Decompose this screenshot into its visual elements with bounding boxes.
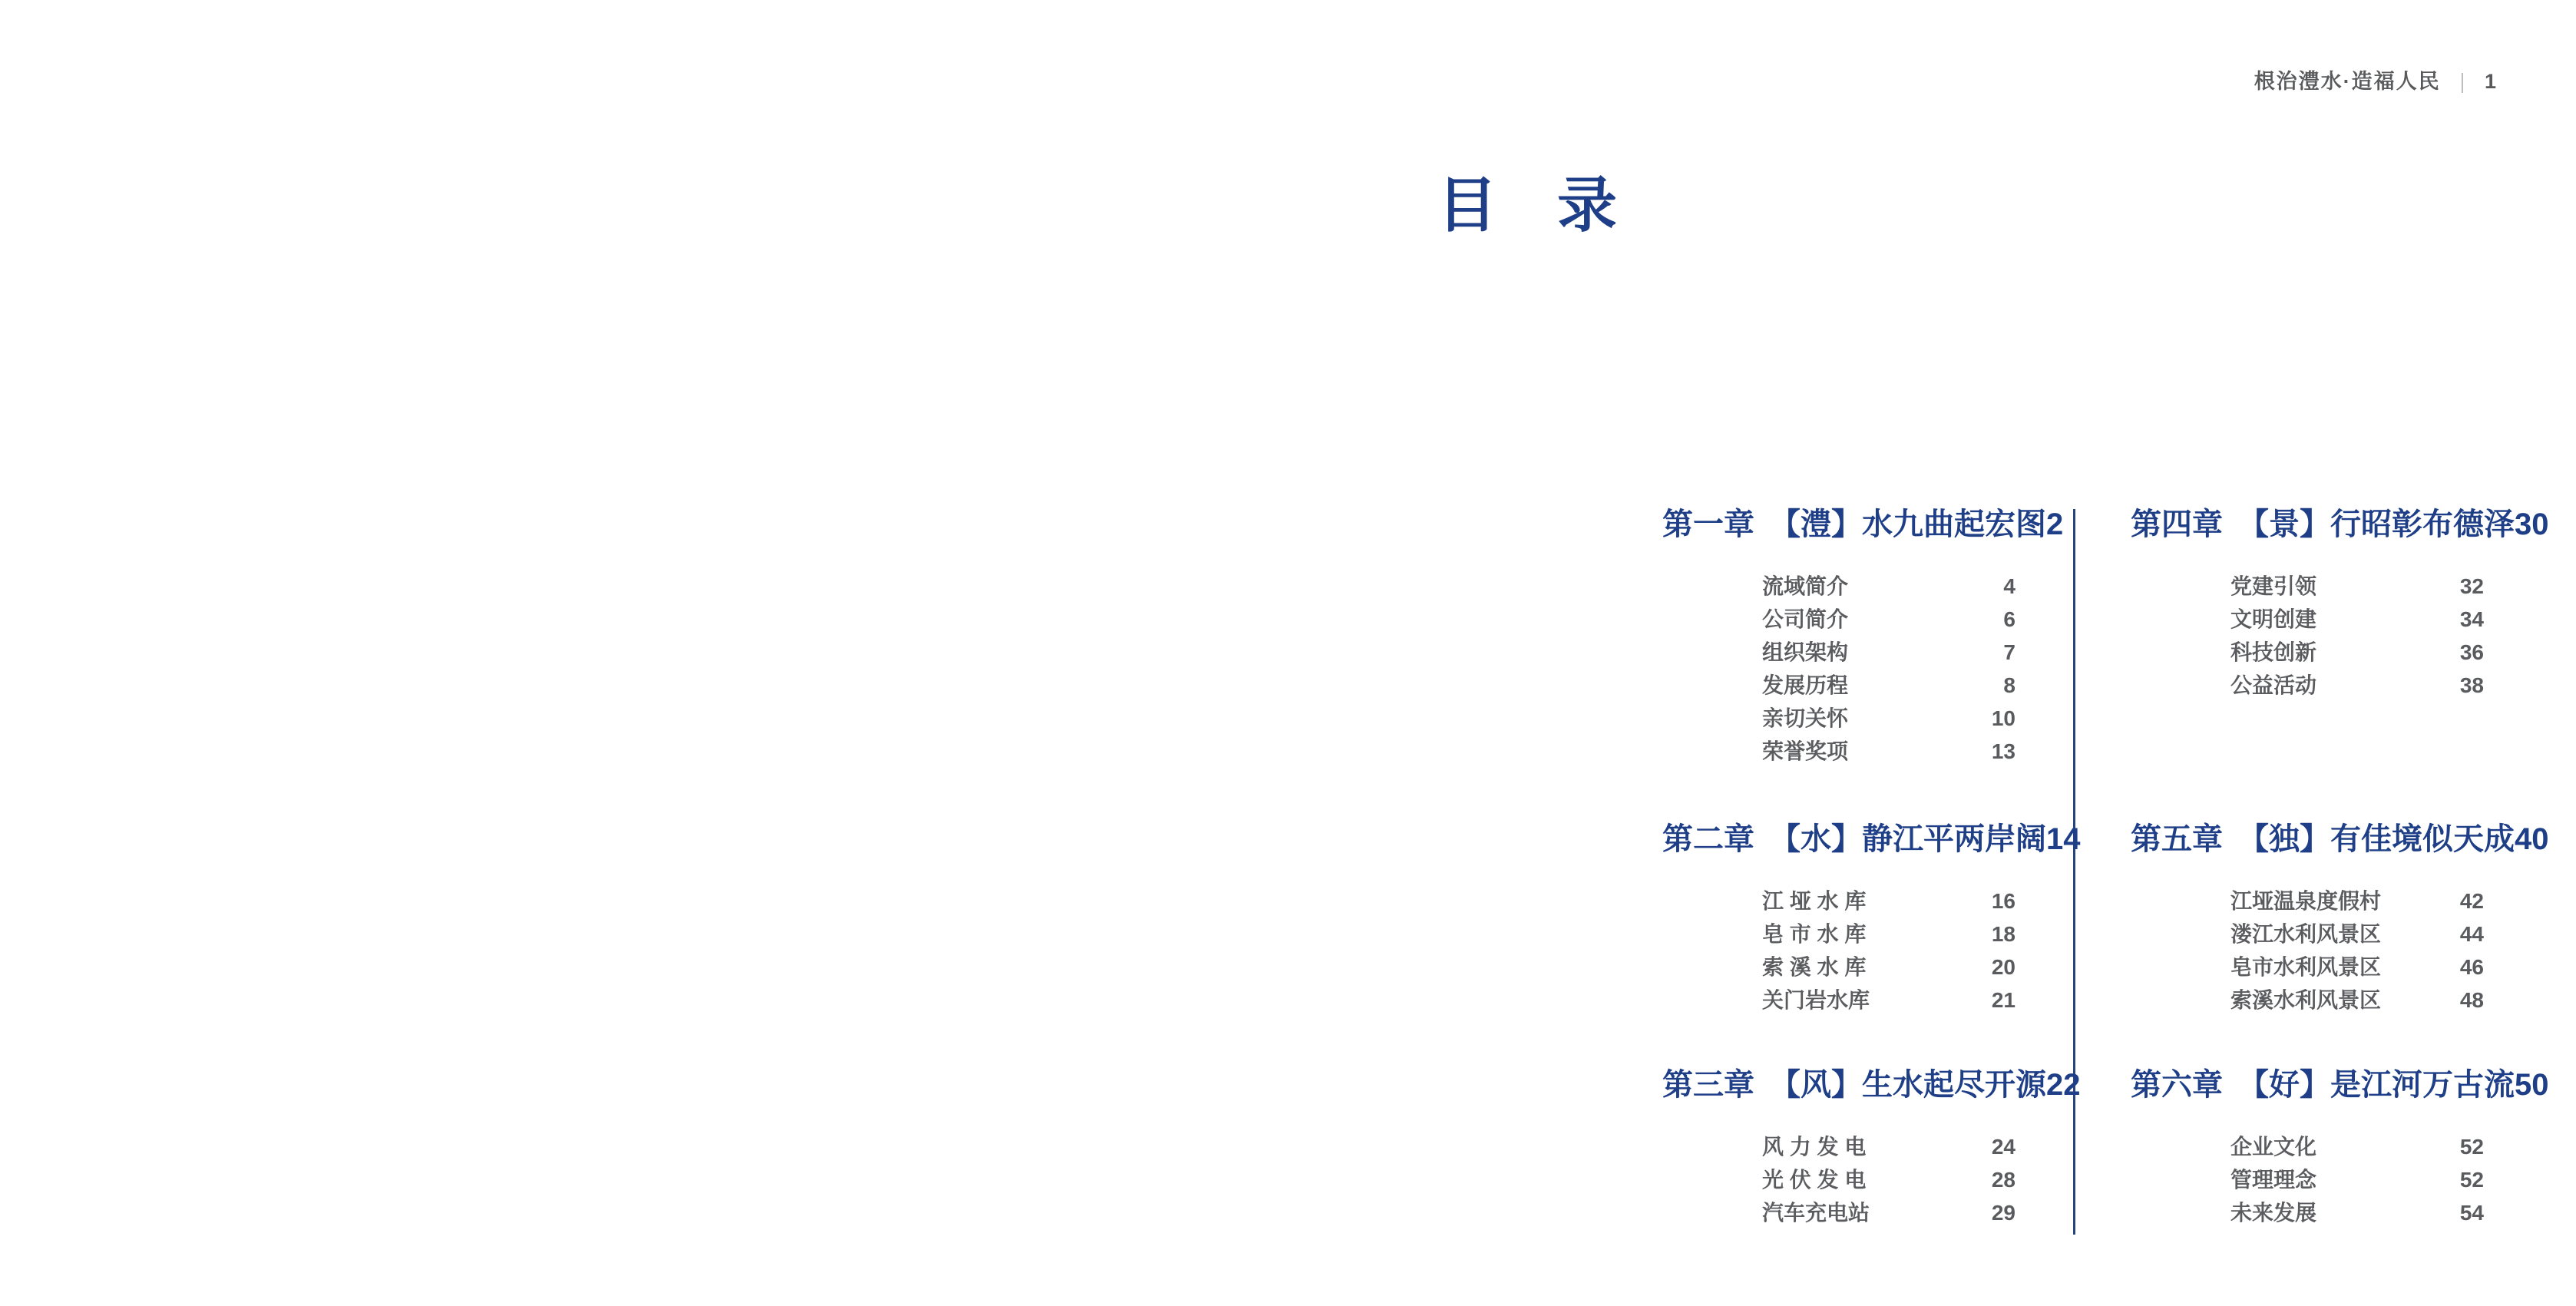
toc-item-page: 32 — [2459, 574, 2484, 598]
toc-item-page: 38 — [2459, 673, 2484, 697]
toc-item[interactable] — [2230, 1163, 2484, 1196]
chapter-page-number: 50 — [2515, 1068, 2549, 1102]
toc-item-page: 34 — [2459, 607, 2484, 631]
toc-item[interactable] — [2230, 636, 2484, 669]
toc-item[interactable] — [2230, 1130, 2484, 1163]
toc-item[interactable] — [1762, 702, 2015, 735]
toc-item-page: 20 — [1991, 955, 2015, 979]
chapter-page-number: 2 — [2046, 508, 2064, 541]
toc-item[interactable] — [1762, 570, 2015, 603]
toc-item-label: 关门岩水库 — [1762, 988, 1870, 1012]
chapter-item-list — [2131, 884, 2484, 1017]
toc-chapter-3 — [1662, 1067, 2081, 1229]
toc-item-page: 46 — [2459, 955, 2484, 979]
toc-item-page: 8 — [2003, 673, 2015, 697]
chapter-heading[interactable] — [1662, 822, 2081, 857]
toc-item[interactable] — [2230, 918, 2484, 951]
toc-item-label: 组织架构 — [1762, 640, 1849, 664]
toc-item[interactable] — [1762, 669, 2015, 702]
chapter-heading[interactable] — [1662, 507, 2064, 542]
toc-item-page: 24 — [1991, 1135, 2015, 1159]
chapter-item-list — [2131, 570, 2484, 702]
toc-item[interactable] — [1762, 884, 2015, 918]
toc-item-label: 企业文化 — [2230, 1135, 2317, 1159]
toc-item-label: 皂 市 水 库 — [1762, 922, 1867, 946]
toc-item-label: 科技创新 — [2230, 640, 2317, 664]
chapter-page-number: 40 — [2515, 822, 2549, 856]
toc-item-label: 党建引领 — [2230, 574, 2317, 598]
toc-item-label: 公益活动 — [2230, 673, 2317, 697]
toc-item[interactable] — [1762, 984, 2015, 1017]
toc-item-page: 28 — [1991, 1168, 2015, 1192]
toc-item-label: 未来发展 — [2230, 1201, 2317, 1225]
toc-item[interactable] — [2230, 1196, 2484, 1229]
toc-item[interactable] — [1762, 918, 2015, 951]
chapter-title: 【澧】水九曲起宏图 — [1770, 508, 2046, 541]
toc-item[interactable] — [2230, 951, 2484, 984]
toc-item[interactable] — [1762, 1130, 2015, 1163]
toc-item-page: 21 — [1991, 988, 2015, 1012]
toc-item-page: 52 — [2459, 1168, 2484, 1192]
toc-item-page: 16 — [1991, 889, 2015, 913]
toc-item[interactable] — [2230, 603, 2484, 636]
toc-item-label: 索 溪 水 库 — [1762, 955, 1867, 979]
toc-item-label: 荣誉奖项 — [1762, 739, 1849, 763]
toc-item[interactable] — [1762, 735, 2015, 768]
toc-item-label: 风 力 发 电 — [1762, 1135, 1867, 1159]
toc-item[interactable] — [1762, 1196, 2015, 1229]
toc-item-label: 发展历程 — [1762, 673, 1849, 697]
chapter-item-list — [2131, 1130, 2484, 1229]
toc-item-label: 管理理念 — [2230, 1168, 2317, 1192]
chapter-item-list — [1662, 570, 2015, 768]
toc-item-label: 汽车充电站 — [1762, 1201, 1870, 1225]
toc-item[interactable] — [1762, 603, 2015, 636]
toc-chapter-4 — [2131, 507, 2549, 702]
toc-chapter-2 — [1662, 822, 2081, 1017]
toc-item[interactable] — [2230, 669, 2484, 702]
chapter-heading[interactable] — [2131, 1067, 2549, 1103]
chapter-title: 【独】有佳境似天成 — [2238, 822, 2515, 856]
toc-item[interactable] — [2230, 984, 2484, 1017]
chapter-number-label: 第三章 — [1662, 1068, 1754, 1102]
toc-item[interactable] — [2230, 570, 2484, 603]
toc-item-page: 48 — [2459, 988, 2484, 1012]
chapter-title: 【好】是江河万古流 — [2238, 1068, 2515, 1102]
chapter-number-label: 第六章 — [2131, 1068, 2223, 1102]
chapter-heading[interactable] — [1662, 1067, 2081, 1103]
toc-item[interactable] — [1762, 1163, 2015, 1196]
toc-item-label: 亲切关怀 — [1762, 706, 1849, 730]
page-title: 目 录 — [1437, 171, 1618, 239]
header-page-number: 1 — [2484, 70, 2498, 93]
toc-item-page: 13 — [1991, 739, 2015, 763]
toc-chapter-5 — [2131, 822, 2549, 1017]
toc-item-page: 36 — [2459, 640, 2484, 664]
toc-item-label: 溇江水利风景区 — [2230, 922, 2382, 946]
chapter-number-label: 第二章 — [1662, 822, 1754, 856]
toc-chapter-6 — [2131, 1067, 2549, 1229]
chapter-title: 【风】生水起尽开源 — [1770, 1068, 2046, 1102]
chapter-item-list — [1662, 1130, 2015, 1229]
toc-item-page: 7 — [2003, 640, 2015, 664]
toc-item-page: 44 — [2459, 922, 2484, 946]
toc-chapter-1 — [1662, 507, 2064, 768]
toc-item-label: 光 伏 发 电 — [1762, 1168, 1867, 1192]
chapter-page-number: 22 — [2046, 1068, 2081, 1102]
toc-item[interactable] — [2230, 884, 2484, 918]
chapter-title: 【景】行昭彰布德泽 — [2238, 508, 2515, 541]
toc-item-label: 流域简介 — [1762, 574, 1849, 598]
toc-item-label: 江 垭 水 库 — [1762, 889, 1867, 913]
toc-item-page: 6 — [2003, 607, 2015, 631]
toc-item-label: 索溪水利风景区 — [2230, 988, 2382, 1012]
toc-item-label: 文明创建 — [2230, 607, 2317, 631]
toc-item-page: 18 — [1991, 922, 2015, 946]
chapter-number-label: 第五章 — [2131, 822, 2223, 856]
toc-item-page: 42 — [2459, 889, 2484, 913]
chapter-heading[interactable] — [2131, 822, 2549, 857]
toc-item-label: 皂市水利风景区 — [2230, 955, 2382, 979]
toc-item-label: 公司简介 — [1762, 607, 1849, 631]
header-slogan: 根治澧水·造福人民 — [2254, 70, 2441, 93]
header-divider: | — [2460, 69, 2465, 93]
toc-item-page: 4 — [2003, 574, 2015, 598]
toc-item[interactable] — [1762, 951, 2015, 984]
chapter-number-label: 第四章 — [2131, 508, 2223, 541]
chapter-page-number: 30 — [2515, 508, 2549, 541]
toc-item-page: 54 — [2459, 1201, 2484, 1225]
toc-column-left — [1662, 507, 2081, 1244]
toc-item-label: 江垭温泉度假村 — [2230, 889, 2382, 913]
chapter-item-list — [1662, 884, 2015, 1017]
chapter-page-number: 14 — [2046, 822, 2081, 856]
toc-column-right — [2131, 507, 2549, 1244]
toc-item-page: 29 — [1991, 1201, 2015, 1225]
toc-item-page: 10 — [1991, 706, 2015, 730]
toc-item-page: 52 — [2459, 1135, 2484, 1159]
toc-item[interactable] — [1762, 636, 2015, 669]
chapter-number-label: 第一章 — [1662, 508, 1754, 541]
column-divider-line — [2073, 509, 2075, 1235]
chapter-heading[interactable] — [2131, 507, 2549, 542]
chapter-title: 【水】静江平两岸阔 — [1770, 822, 2046, 856]
